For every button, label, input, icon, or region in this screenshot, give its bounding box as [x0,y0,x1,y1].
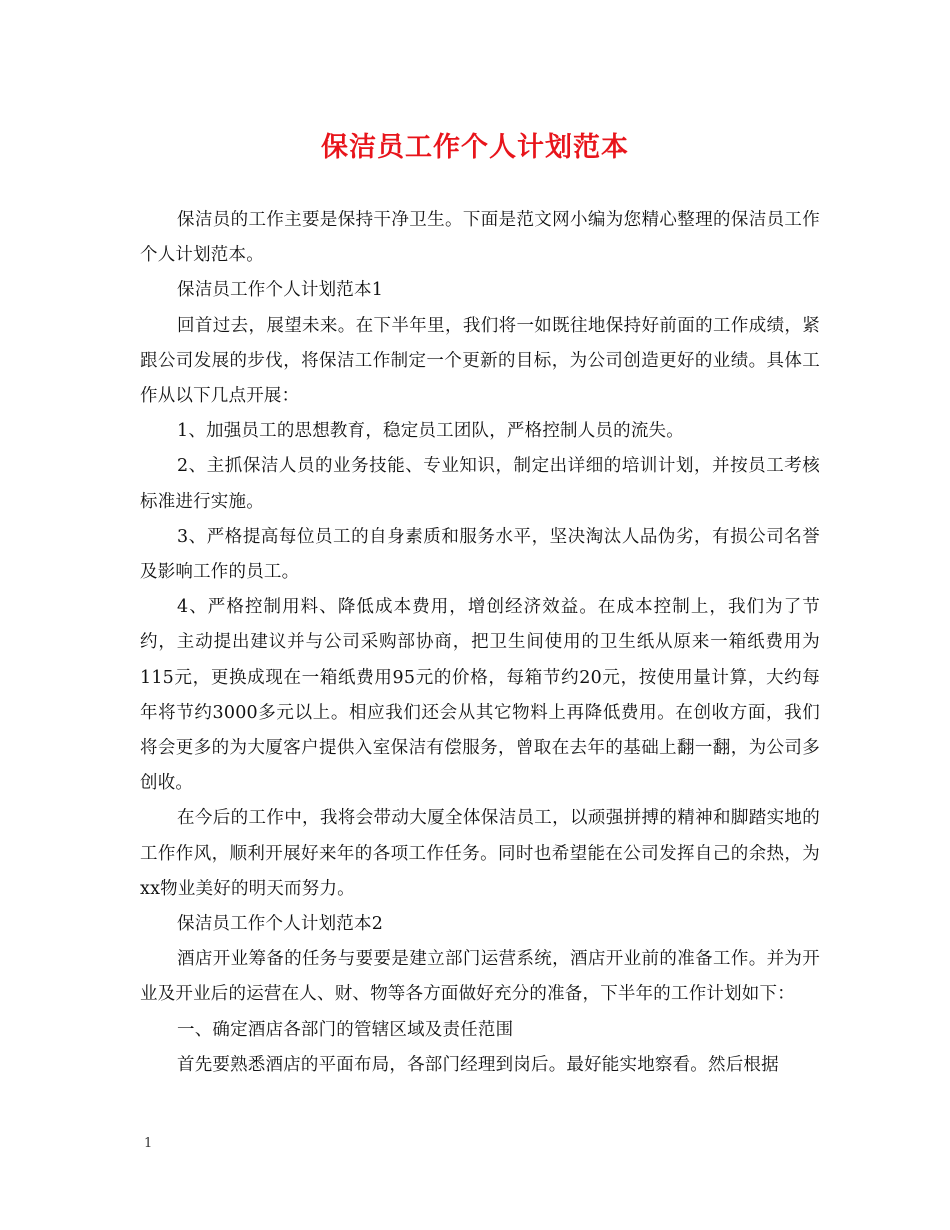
page-number: 1 [144,1136,153,1151]
subheading-scope: 一、确定酒店各部门的管辖区域及责任范围 [177,1019,514,1040]
paragraph-intro: 保洁员的工作主要是保持干净卫生。下面是范文网小编为您精心整理的保洁员工作个人计划范本。 [140,210,820,266]
paragraph-review: 回首过去，展望未来。在下半年里，我们将一如既往地保持好前面的工作成绩，紧跟公司发展的步伐，将保洁工作制定一个更新的目标，为公司创造更好的业绩。具体工作从以下几点开展： [140,315,820,407]
document-body [140,203,820,1083]
paragraph-hotel-opening: 酒店开业筹备的任务与要要是建立部门运营系统，酒店开业前的准备工作。并为开业及开业后的运营在人、财、物等各方面做好充分的准备，下半年的工作计划如下： [140,949,820,1005]
section-heading-sample-2: 保洁员工作个人计划范本2 [177,914,384,935]
paragraph-layout: 首先要熟悉酒店的平面布局，各部门经理到岗后。最好能实地察看。然后根据 [177,1054,779,1075]
paragraph-future-work: 在今后的工作中，我将会带动大厦全体保洁员工，以顽强拼搏的精神和脚踏实地的工作作风，顺利开展好来年的各项工作任务。同时也希望能在公司发挥自己的余热，为xx物业美好的明天而努力。 [140,808,820,899]
document-title: 保洁员工作个人计划范本 [321,132,629,163]
list-item-2: 2、主抓保洁人员的业务技能、专业知识，制定出详细的培训计划，并按员工考核标准进行实施。 [140,456,820,512]
section-heading-sample-1: 保洁员工作个人计划范本1 [177,280,384,301]
list-item-1: 1、加强员工的思想教育，稳定员工团队，严格控制人员的流失。 [177,421,684,442]
list-item-4: 4、严格控制用料、降低成本费用，增创经济效益。在成本控制上，我们为了节约，主动提出建议并与公司采购部协商，把卫生间使用的卫生纸从原来一箱纸费用为115元，更换成现在一箱纸费用95元的价格，每箱节约20元，按使用量计算，大约每年将节约3000多元以上。相应我们还会从其它物料上再降低费用。在创收方面，我们将会更多的为大厦客户提供入室保洁有偿服务，曾取在去年的基础上翻一翻，为公司多创收。 [140,597,820,794]
list-item-3: 3、严格提高每位员工的自身素质和服务水平，坚决淘汰人品伪劣，有损公司名誉及影响工作的员工。 [140,526,820,583]
